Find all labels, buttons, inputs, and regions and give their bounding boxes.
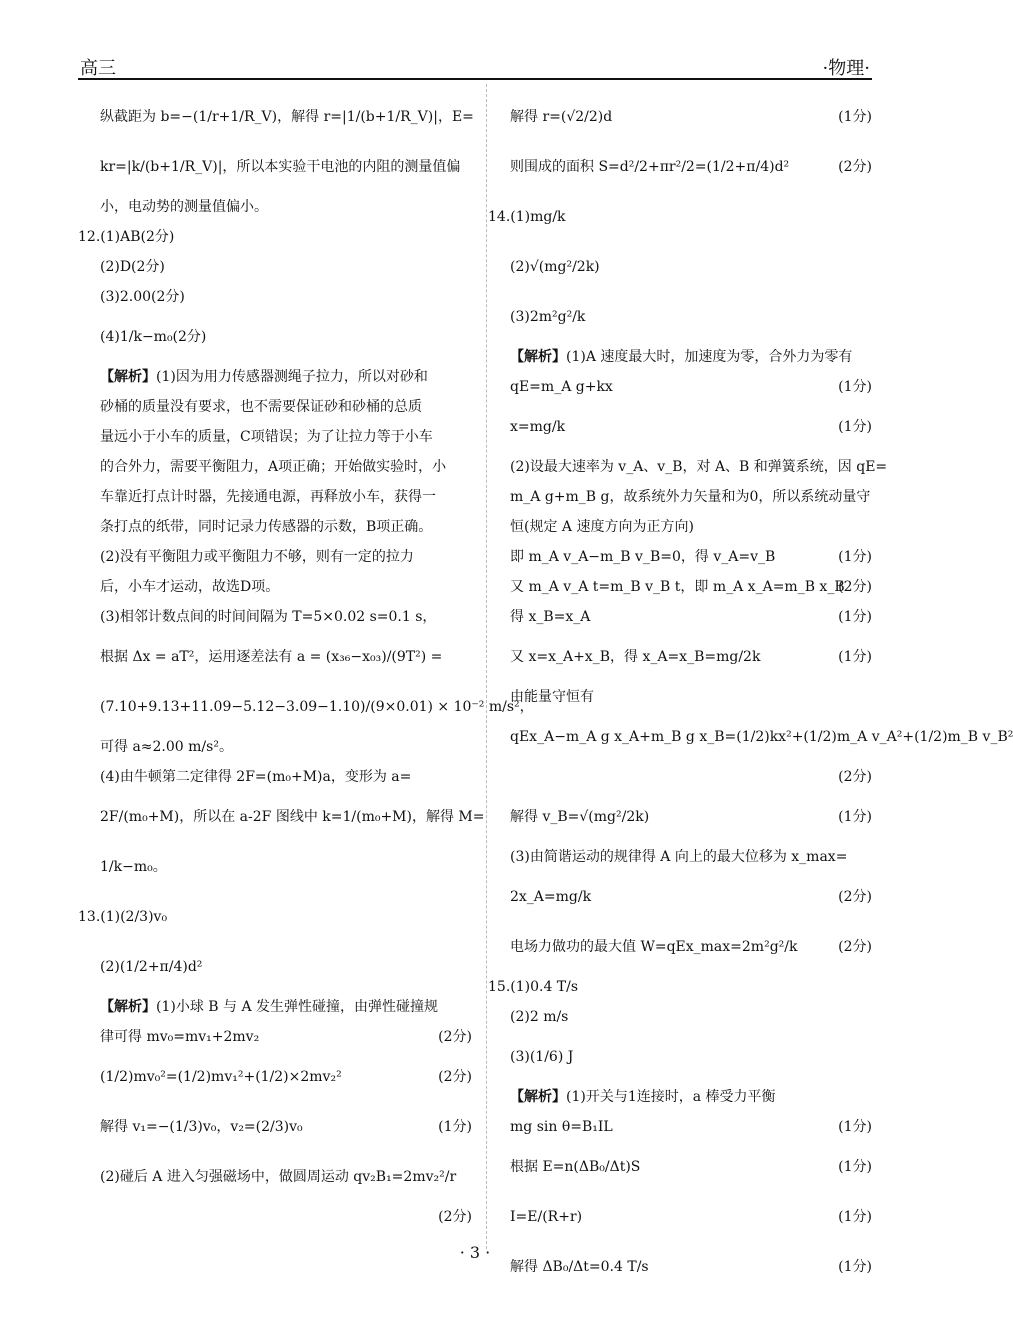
analysis-line: (2)碰后 A 进入匀强磁场中，做圆周运动 qv₂B₁=2mv₂²/r	[100, 1169, 457, 1185]
analysis-line: m_A g+m_B g，故系统外力矢量和为0，所以系统动量守	[510, 489, 871, 505]
score: (1分)	[838, 419, 872, 435]
analysis-line: 2F/(m₀+M)，所以在 a-2F 图线中 k=1/(m₀+M)，解得 M=	[100, 809, 485, 825]
analysis-tag: 【解析】	[510, 1089, 566, 1105]
subject-label: ·物理·	[822, 58, 870, 79]
equation: 即 m_A v_A−m_B v_B=0，得 v_A=v_B	[510, 549, 776, 565]
score: (1分)	[838, 1119, 872, 1135]
analysis-line	[100, 1102, 472, 1152]
score: (2分)	[438, 1069, 472, 1085]
analysis-text: (1)因为用力传感器测绳子拉力，所以对砂和	[156, 369, 428, 385]
equation: 解得 ΔB₀/Δt=0.4 T/s	[510, 1259, 649, 1275]
analysis-line: (3)由简谐运动的规律得 A 向上的最大位移为 x_max=	[510, 849, 848, 865]
score: (2分)	[838, 579, 872, 595]
analysis-line	[510, 1112, 872, 1142]
equation: qE=m_A g+kx	[510, 379, 613, 395]
analysis-line: 可得 a≈2.00 m/s²。	[100, 739, 233, 755]
analysis-line	[510, 872, 872, 922]
answer-line: (2)√(mg²/2k)	[510, 259, 600, 275]
equation: 2x_A=mg/k	[510, 889, 592, 905]
analysis-tag: 【解析】	[510, 349, 566, 365]
equation: 得 x_B=x_A	[510, 609, 591, 625]
analysis-line	[510, 402, 872, 452]
analysis-line: 砂桶的质量没有要求，也不需要保证砂和砂桶的总质	[100, 399, 422, 415]
score: (2分)	[438, 1029, 472, 1045]
analysis-text: (1)小球 B 与 A 发生弹性碰撞，由弹性碰撞规	[156, 999, 439, 1015]
analysis-line: 后，小车才运动，故选D项。	[100, 579, 280, 595]
score: (1分)	[838, 109, 872, 125]
analysis-line: (3)相邻计数点间的时间间隔为 T=5×0.02 s=0.1 s，	[100, 609, 437, 625]
analysis-line	[510, 632, 872, 682]
equation: I=E/(R+r)	[510, 1209, 583, 1225]
analysis-line: 量远小于小车的质量，C项错误；为了让拉力等于小车	[100, 429, 433, 445]
analysis-line: (2)设最大速率为 v_A、v_B，对 A、B 和弹簧系统，因 qE=	[510, 459, 888, 475]
answer-line: (2)2 m/s	[510, 1009, 569, 1025]
score: (1分)	[838, 1259, 872, 1275]
analysis-line	[510, 372, 872, 402]
score: (1分)	[838, 549, 872, 565]
equation: 电场力做功的最大值 W=qEx_max=2m²g²/k	[510, 939, 798, 955]
score: (1分)	[838, 649, 872, 665]
text-line: kr=|k/(b+1/R_V)|，所以本实验干电池的内阻的测量值偏	[100, 159, 461, 175]
answer-line: (3)2m²g²/k	[510, 309, 586, 325]
text-line: 纵截距为 b=−(1/r+1/R_V)，解得 r=|1/(b+1/R_V)|，E=	[100, 109, 474, 125]
analysis-line	[510, 602, 872, 632]
answer-line: (3)(1/6) J	[510, 1049, 574, 1065]
analysis-line	[100, 1052, 472, 1102]
analysis-tag: 【解析】	[100, 369, 156, 385]
score: (1分)	[838, 809, 872, 825]
analysis-line: (4)由牛顿第二定律得 2F=(m₀+M)a，变形为 a=	[100, 769, 412, 785]
analysis-line	[510, 342, 872, 372]
analysis-line	[510, 572, 872, 602]
grade-label: 高三	[80, 58, 116, 79]
answer-line: 12.(1)AB(2分)	[78, 229, 175, 245]
column-divider	[486, 84, 487, 1249]
analysis-line	[510, 1142, 872, 1192]
page-number: · 3 ·	[459, 1243, 491, 1262]
analysis-tag: 【解析】	[100, 999, 156, 1015]
answer-line: 15.(1)0.4 T/s	[488, 979, 579, 995]
score: (2分)	[838, 159, 872, 175]
score: (1分)	[838, 609, 872, 625]
equation: (1/2)mv₀²=(1/2)mv₁²+(1/2)×2mv₂²	[100, 1069, 342, 1085]
analysis-line	[510, 142, 872, 192]
answer-line: (2)(1/2+π/4)d²	[100, 959, 203, 975]
score: (1分)	[838, 1159, 872, 1175]
equation: 解得 r=(√2/2)d	[510, 109, 613, 125]
analysis-line	[100, 1022, 472, 1052]
score: (1分)	[438, 1119, 472, 1135]
analysis-line	[510, 1192, 872, 1242]
analysis-line: 1/k−m₀。	[100, 859, 167, 875]
answer-line: (3)2.00(2分)	[100, 289, 185, 305]
score: (2分)	[838, 889, 872, 905]
answer-line: (4)1/k−m₀(2分)	[100, 329, 207, 345]
analysis-line: 根据 Δx = aT²，运用逐差法有 a = (x₃₆−x₀₃)/(9T²) =	[100, 649, 443, 665]
score: (2分)	[438, 1209, 472, 1225]
page-header	[78, 52, 872, 80]
analysis-line: 的合外力，需要平衡阻力，A项正确；开始做实验时，小	[100, 459, 447, 475]
right-column	[488, 92, 1013, 1292]
analysis-text: (1)A 速度最大时，加速度为零，合外力为零有	[566, 349, 853, 365]
analysis-line	[510, 922, 872, 972]
equation: 根据 E=n(ΔB₀/Δt)S	[510, 1159, 641, 1175]
analysis-line	[510, 542, 872, 572]
analysis-line	[510, 92, 872, 142]
answer-line: 13.(1)(2/3)v₀	[78, 909, 168, 925]
score: (1分)	[838, 379, 872, 395]
equation: 则围成的面积 S=d²/2+πr²/2=(1/2+π/4)d²	[510, 159, 790, 175]
analysis-line	[510, 762, 872, 792]
equation: 解得 v₁=−(1/3)v₀，v₂=(2/3)v₀	[100, 1119, 303, 1135]
analysis-line	[510, 1082, 872, 1112]
analysis-line: (2)没有平衡阻力或平衡阻力不够，则有一定的拉力	[100, 549, 414, 565]
analysis-line: 条打点的纸带，同时记录力传感器的示数，B项正确。	[100, 519, 433, 535]
score: (2分)	[838, 939, 872, 955]
analysis-line: 恒(规定 A 速度方向为正方向)	[510, 519, 694, 535]
analysis-line	[100, 362, 472, 392]
equation: mg sin θ=B₁IL	[510, 1119, 613, 1135]
equation: 又 m_A v_A t=m_B v_B t，即 m_A x_A=m_B x_B	[510, 579, 845, 595]
analysis-line	[510, 792, 872, 842]
analysis-line	[100, 1202, 472, 1232]
analysis-line: 车靠近打点计时器，先接通电源，再释放小车，获得一	[100, 489, 436, 505]
answer-line: (2)D(2分)	[100, 259, 165, 275]
analysis-line: (7.10+9.13+11.09−5.12−3.09−1.10)/(9×0.01) × 10⁻² m/s²，	[100, 699, 534, 715]
analysis-line: 由能量守恒有	[510, 689, 594, 705]
equation: 又 x=x_A+x_B，得 x_A=x_B=mg/2k	[510, 649, 761, 665]
score: (2分)	[838, 769, 872, 785]
text-line: 小，电动势的测量值偏小。	[100, 199, 268, 215]
analysis-line	[100, 992, 472, 1022]
equation: 解得 v_B=√(mg²/2k)	[510, 809, 650, 825]
score: (1分)	[838, 1209, 872, 1225]
analysis-line: qEx_A−m_A g x_A+m_B g x_B=(1/2)kx²+(1/2)m_A v_A²+(1/2)m_B v_B²	[510, 729, 1013, 745]
analysis-text: (1)开关与1连接时，a 棒受力平衡	[566, 1089, 776, 1105]
answer-line: 14.(1)mg/k	[488, 209, 566, 225]
equation: x=mg/k	[510, 419, 566, 435]
equation: 律可得 mv₀=mv₁+2mv₂	[100, 1029, 260, 1045]
